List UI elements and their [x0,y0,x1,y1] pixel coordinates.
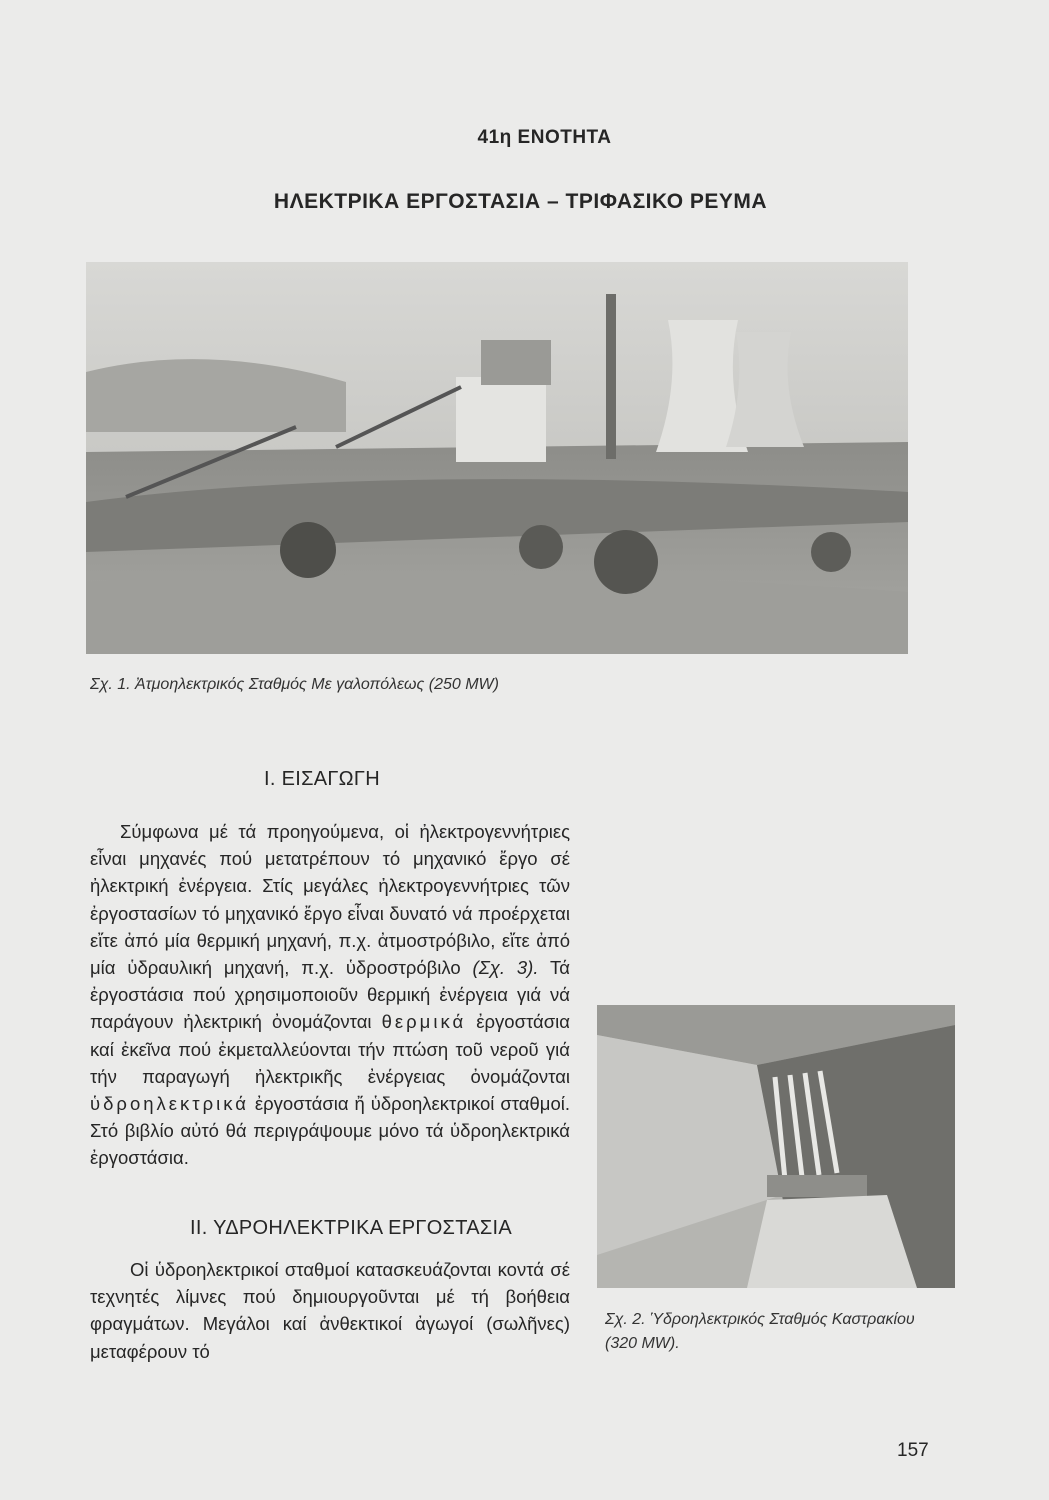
section-1-body [90,818,570,1172]
section-1-heading: Ι. ΕΙΣΑΓΩΓΗ [264,768,380,790]
chapter-title: ΗΛΕΚΤΡΙΚΑ ΕΡΓΟΣΤΑΣΙΑ – ΤΡΙΦΑΣΙΚΟ ΡΕΥΜΑ [273,190,768,213]
page-number: 157 [897,1440,929,1461]
figure-2-photo [597,1005,955,1288]
figure-2-caption: Σχ. 2. Ὑδροηλεκτρικός Σταθμός Καστρακίου (320 MW). [605,1311,915,1352]
section-1-text-b: ἐργοστάσια καί ἐκεῖνα πού ἐκμεταλλεύονται τήν πτώση τοῦ νεροῦ γιά τήν παραγωγή ἠλεκτρικῆς ἐνέργειας ὀνομάζονται [90,1011,570,1087]
figure-1-caption: Σχ. 1. Ἀτμοηλεκτρικός Σταθμός Με γαλοπόλεως (250 MW) [90,676,499,693]
unit-heading: 41η ΕΝΟΤΗΤΑ [477,127,612,148]
term-thermal: θερμικά [381,1011,467,1033]
section-2-text: Οἱ ὑδροηλεκτρικοί σταθμοί κατασκευάζονται κοντά σέ τεχνητές λίμνες πού δημιουργοῦνται μέ τή βοήθεια φραγμάτων. Μεγάλοι καί ἀνθεκτικοί ἀγωγοί (σωλῆνες) μεταφέρουν τό [90,1259,570,1362]
section-1-text-a: Τά ἐργοστάσια πού χρησιμοποιοῦν θερμική ἐνέργεια γιά νά παράγουν ἠλεκτρική ὀνομάζονται [90,957,570,1033]
section-2-body [90,1256,570,1365]
figure-reference: (Σχ. 3). [472,957,539,979]
term-hydro: ὑδροηλεκτρικά [90,1093,249,1115]
section-2-heading: ΙΙ. ΥΔΡΟΗΛΕΚΤΡΙΚΑ ΕΡΓΟΣΤΑΣΙΑ [190,1217,513,1239]
figure-1-photo [86,262,908,654]
section-1-text-c: ἐργοστάσια ἤ ὑδροηλεκτρικοί σταθμοί. Στό βιβλίο αὐτό θά περιγράψουμε μόνο τά ὑδροηλεκτρικά ἐργοστάσια. [90,1093,570,1169]
section-1-text: Σύμφωνα μέ τά προηγούμενα, οἱ ἠλεκτρογεννήτριες εἶναι μηχανές πού μετατρέπουν τό μηχανικό ἔργο σέ ἠλεκτρική ἐνέργεια. Στίς μεγάλες ἠλεκτρογεννήτριες τῶν ἐργοστασίων τό μηχανικό ἔργο εἶναι δυνατό νά προέρχεται εἴτε ἀπό μία θερμική μηχανή, π.χ. ἀτμοστρόβιλο, εἴτε ἀπό μία ὑδραυλική μηχανή, π.χ. ὑδροστρόβιλο [90,821,570,979]
